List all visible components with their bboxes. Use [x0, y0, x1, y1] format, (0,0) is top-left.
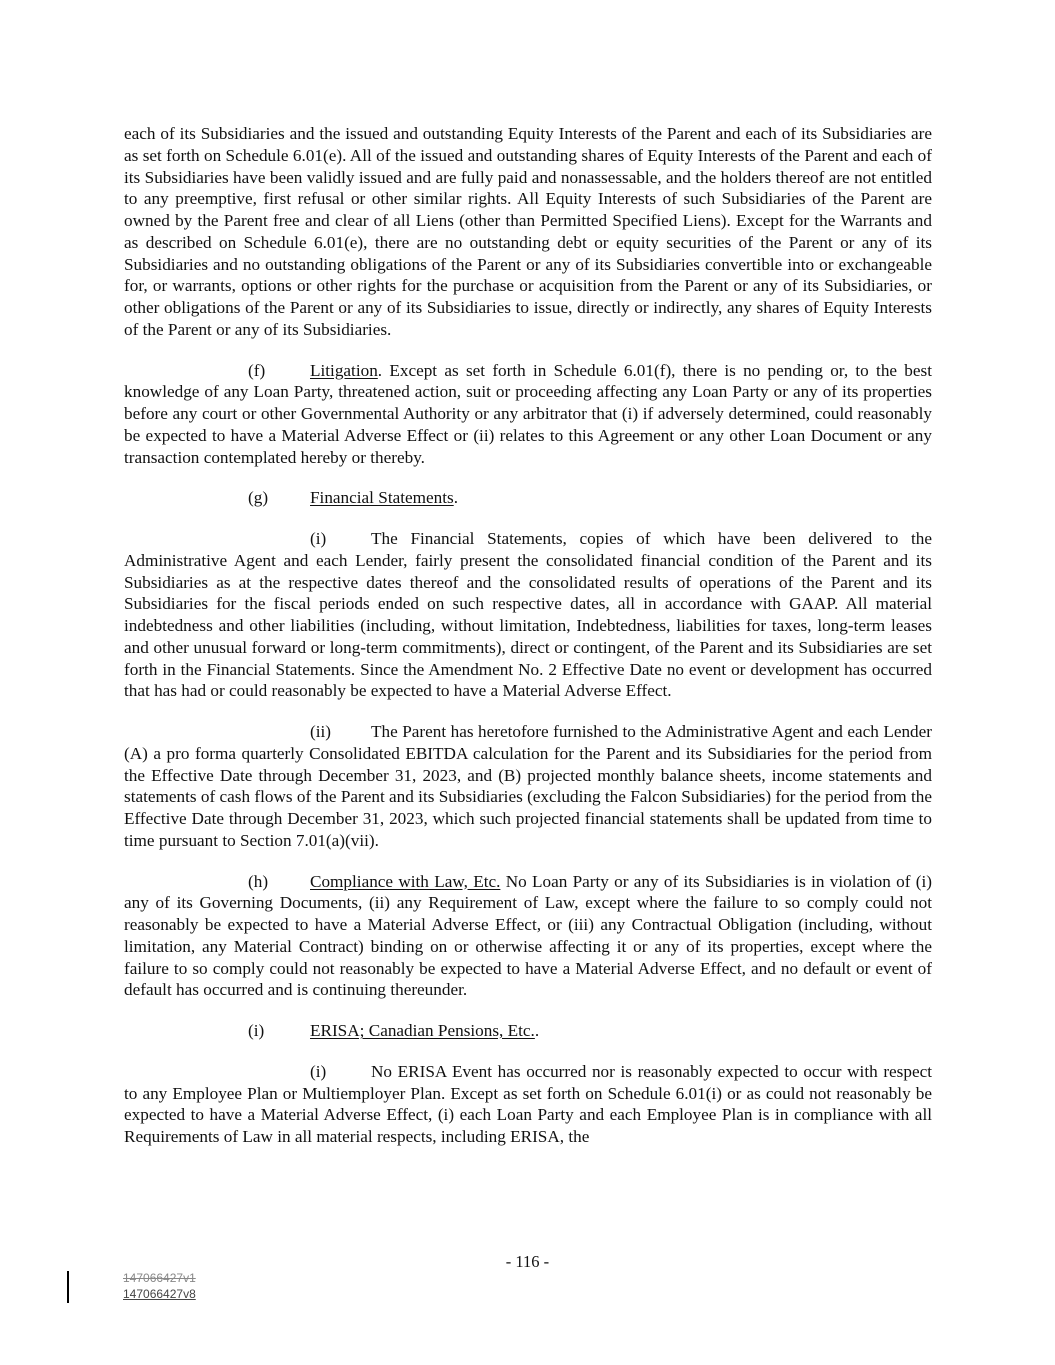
subsection-marker-g-ii: (ii) [310, 722, 331, 741]
paragraph-g-ii [124, 721, 932, 852]
paragraph-i-i-text: No ERISA Event has occurred nor is reasonably expected to occur with respect to any Employee Plan or Multiemployer Plan. Except as set forth on Schedule 6.01(i) or as could not reasonably be expected to have a Material Adverse Effect, (i) each Loan Party and each Employee Plan is in compliance with all Requirements of Law in all material respects, including ERISA, the [124, 1061, 932, 1146]
change-bar [67, 1271, 69, 1303]
heading-compliance-with-law: Compliance with Law, Etc. [310, 871, 501, 891]
paragraph-h-text: No Loan Party or any of its Subsidiaries is in violation of (i) any of its Governing Documents, (ii) any Requirement of Law, except where the failure to so comply could not reasonably be expected to have a Material Adverse Effect, or (iii) any Contractual Obligation (including, without limitation, any Material Contract) binding on or otherwise affecting it or any of its properties, except where the failure to so comply could not reasonably be expected to have a Material Adverse Effect, and no default or event of default has occurred and is continuing thereunder. [124, 871, 932, 1000]
section-marker-i: (i) [248, 1021, 265, 1040]
section-marker-f: (f) [248, 360, 266, 380]
paragraph-f [124, 360, 932, 469]
paragraph-g-ii-text: The Parent has heretofore furnished to the Administrative Agent and each Lender (A) a pro forma quarterly Consolidated EBITDA calculation for the Parent and its Subsidiaries for the period from the Effective Date through December 31, 2023, and (B) projected monthly balance sheets, income statements and statements of cash flows of the Parent and its Subsidiaries (excluding the Falcon Subsidiaries) for the period from the Effective Date through December 31, 2023, which such projected financial statements shall be updated from time to time pursuant to Section 7.01(a)(vii). [124, 722, 932, 850]
page-number: - 116 - [505, 1252, 550, 1271]
paragraph-h [124, 871, 932, 1002]
paragraph-i: (i) ERISA; Canadian Pensions, Etc.. [248, 1021, 540, 1040]
doc-id-old: 147066427v1 [123, 1271, 196, 1285]
section-marker-h: (h) [248, 871, 269, 891]
subsection-marker-g-i: (i) [310, 529, 327, 548]
paragraph-i-i [124, 1061, 932, 1148]
paragraph-g-i-text: The Financial Statements, copies of which have been delivered to the Administrative Agent and each Lender, fairly present the consolidated financial condition of the Parent and its Subsidiaries as at the respective dates thereof and the consolidated results of operations of the Parent and its Subsidiaries for the fiscal periods ended on such respective dates, all in accordance with GAAP. All material indebtedness and other liabilities (including, without limitation, Indebtedness, liabilities for taxes, long-term leases and other unusual forward or long-term commitments), direct or contingent, of the Parent and its Subsidiaries are set forth in the Financial Statements. Since the Amendment No. 2 Effective Date no event or development has occurred that has had or could reasonably be expected to have a Material Adverse Effect. [124, 529, 932, 701]
section-marker-g: (g) [248, 488, 269, 508]
document-id-block [123, 1270, 196, 1302]
doc-id-new: 147066427v8 [123, 1287, 196, 1301]
subsection-marker-i-i: (i) [310, 1061, 327, 1081]
heading-financial-statements: Financial Statements [310, 488, 454, 508]
document-body [124, 123, 932, 1148]
heading-erisa: ERISA; Canadian Pensions, Etc. [310, 1021, 535, 1040]
paragraph-g-i [124, 528, 932, 702]
paragraph-e-continued: each of its Subsidiaries and the issued and outstanding Equity Interests of the Parent and each of its Subsidiaries are as set forth on Schedule 6.01(e). All of the issued and outstanding shares of Equity Interests of the Parent and each of its Subsidiaries have been validly issued and are fully paid and nonassessable, and the holders thereof are not entitled to any preemptive, first refusal or other similar rights. All Equity Interests of such Subsidiaries of the Parent are owned by the Parent free and clear of all Liens (other than Permitted Specified Liens). Except for the Warrants and as described on Schedule 6.01(e), there are no outstanding debt or equity securities of the Parent or any of its Subsidiaries and no outstanding obligations of the Parent or any of its Subsidiaries convertible into or exchangeable for, or warrants, options or other rights for the purchase or acquisition from the Parent or any of its Subsidiaries, or other obligations of the Parent or any of its Subsidiaries to issue, directly or indirectly, any shares of Equity Interests of the Parent or any of its Subsidiaries. [124, 124, 932, 339]
heading-litigation: Litigation [310, 360, 378, 380]
paragraph-g: (g) Financial Statements. [248, 488, 458, 508]
paragraph-f-text: . Except as set forth in Schedule 6.01(f), there is no pending or, to the best knowledge of any Loan Party, threatened action, suit or proceeding affecting any Loan Party or any of its properties before any court or other Governmental Authority or any arbitrator that (i) if adversely determined, could reasonably be expected to have a Material Adverse Effect or (ii) relates to this Agreement or any other Loan Document or any transaction contemplated hereby or thereby. [124, 360, 932, 467]
